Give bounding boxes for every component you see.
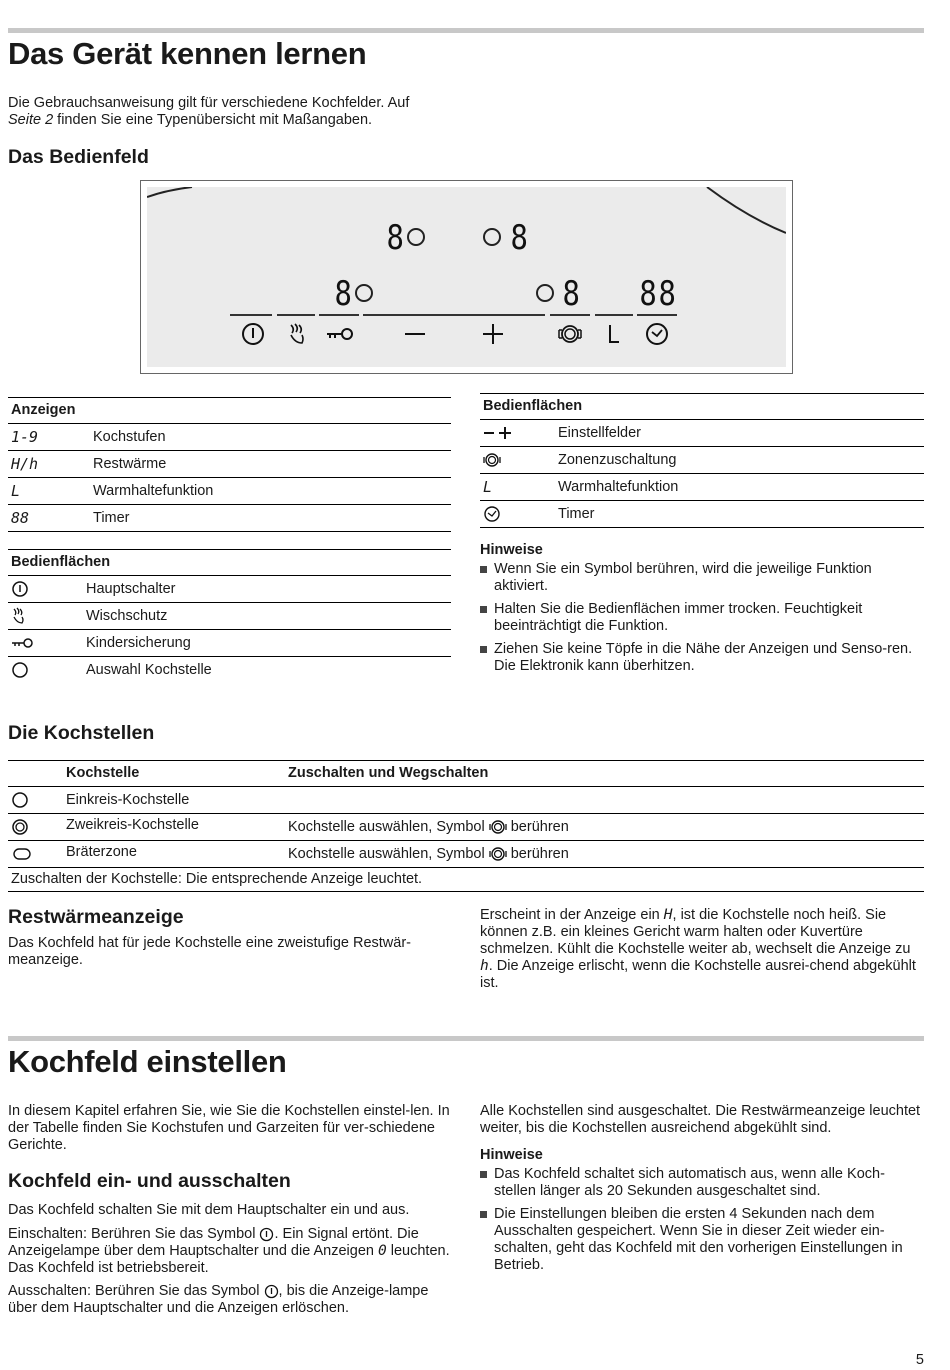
table-row [8,814,924,841]
panel-line [550,314,590,316]
restwaerme-text-3: . Die Anzeige erlischt, wenn die Kochstelle ausrei-chend abgekühlt ist. [480,958,916,991]
table-row [480,501,924,528]
table-row [480,474,924,501]
kochstellen-header [8,760,924,787]
panel-line [363,314,545,316]
restwaerme-text-2: , ist die Kochstelle noch heiß. Sie können z.B. ein kleines Gericht warm halten oder Kuvertüre schmelzen. Kühlt die Kochstelle weiter ab, wechselt die Anzeige zu [480,907,911,957]
table-row [8,505,451,532]
zone-icon[interactable] [557,321,583,347]
hint-item [480,561,924,595]
bullet-icon [480,646,487,653]
bullet-icon [480,606,487,613]
key-icon[interactable] [325,325,355,343]
action-pre: Kochstelle auswählen, Symbol [288,846,485,862]
panel-line [277,314,315,316]
kochstelle-action [288,841,569,867]
display-digit-front-left: 8 [334,274,352,314]
anzeigen-table [8,397,451,532]
keep-warm-icon[interactable] [605,321,623,347]
display-timer: 88 [639,274,678,314]
plus-icon[interactable] [480,321,506,347]
table-row [8,478,451,505]
hints-title: Hinweise [480,542,543,558]
hints-block-2 [480,1147,924,1274]
bedienflaechen-right-table [480,393,924,528]
zone-icon [489,818,507,836]
intro-part2: finden Sie eine Typenübersicht mit Maßangaben. [53,112,373,128]
col-zuschalten: Zuschalten und Wegschalten [288,765,489,781]
wipe-protection-icon[interactable] [286,321,308,347]
kochstelle-name: Einkreis-Kochstelle [66,792,190,808]
row-label: Warmhaltefunktion [93,483,214,499]
single-circle-icon [11,787,29,813]
kochstellen-table [8,760,924,892]
section-rule [8,28,924,33]
ein-aus-heading: Kochfeld ein- und ausschalten [8,1170,291,1192]
section-rule [8,1036,924,1041]
table-row [480,447,924,474]
display-digit-rear-left: 8 [386,218,404,258]
circle-icon [11,657,29,683]
timer-display-icon: 88 [11,509,30,527]
power-icon [264,1284,279,1299]
zero-display-icon: 0 [378,1243,387,1259]
hint-text: Halten Sie die Bedienflächen immer trocken. Feuchtigkeit beeinträchtigt die Funktion. [494,601,863,634]
row-label: Warmhaltefunktion [558,479,679,495]
keep-warm-icon: L [483,478,493,496]
power-icon [11,576,29,602]
page-title: Das Gerät kennen lernen [8,36,367,71]
restwaerme-left-text: Das Kochfeld hat für jede Kochstelle eine zweistufige Restwär-meanzeige. [8,935,411,968]
p3-pre: Ausschalten: Berühren Sie das Symbol [8,1283,260,1299]
select-zone-front-right[interactable] [536,284,554,302]
residual-heat-H-icon: H [663,907,673,923]
restwaerme-text-1: Erscheint in der Anzeige ein [480,907,660,923]
kochstellen-heading: Die Kochstellen [8,722,155,744]
residual-heat-h-icon: h [480,958,489,974]
minus-icon[interactable] [402,325,428,343]
display-digit-rear-right: 8 [510,218,528,258]
power-icon [259,1227,274,1242]
restwaerme-right-text [480,907,924,992]
ein-aus-p2 [8,1226,458,1277]
table-row [8,787,924,814]
action-pre: Kochstelle auswählen, Symbol [288,819,485,835]
table-row [8,576,451,603]
table-row [8,603,451,630]
display-digit-front-right: 8 [562,274,580,314]
panel-line [637,314,677,316]
zone-icon [483,447,501,473]
row-label: Timer [558,506,595,522]
restwaerme-heading: Restwärmeanzeige [8,906,184,928]
section2-title: Kochfeld einstellen [8,1044,287,1079]
row-label: Timer [93,510,130,526]
table-row [8,424,451,451]
hint-item [480,601,924,635]
keep-warm-display-icon: L [11,482,21,500]
select-zone-rear-right[interactable] [483,228,501,246]
bedienflaechen-left-table [8,549,451,683]
row-label: Zonenzuschaltung [558,452,677,468]
bedienfeld-heading: Das Bedienfeld [8,146,149,168]
row-label: Kindersicherung [86,635,191,651]
table-row [8,451,451,478]
section2-intro: In diesem Kapitel erfahren Sie, wie Sie die Kochstellen einstel-len. In der Tabelle finden Sie Kochstufen und Garzeiten für ver-schiedene Gerichte. [8,1103,450,1153]
residual-heat-icon: H/h [11,455,39,473]
hints-block [480,542,924,675]
row-label: Hauptschalter [86,581,176,597]
panel-line [595,314,633,316]
page-number: 5 [915,1352,924,1368]
section2-right-text: Alle Kochstellen sind ausgeschaltet. Die Restwärmeanzeige leuchtet weiter, bis die Kochstellen ausreichend abgekühlt sind. [480,1103,921,1136]
key-icon [11,630,35,656]
action-post: berühren [510,846,569,862]
p2-pre: Einschalten: Berühren Sie das Symbol [8,1226,256,1242]
col-kochstelle: Kochstelle [66,765,140,781]
action-post: berühren [510,819,569,835]
wipe-protection-icon [11,603,27,629]
table-row [8,841,924,868]
power-icon[interactable] [240,321,266,347]
intro-link[interactable]: Seite 2 [8,112,54,128]
row-label: Restwärme [93,456,167,472]
row-label: Kochstufen [93,429,166,445]
zone-icon [489,845,507,863]
bullet-icon [480,1211,487,1218]
bullet-icon [480,566,487,573]
table-footer-row [8,868,924,892]
p2-mid: . Ein Signal ertönt. Die Anzeigelampe über dem Hauptschalter und die Anzeigen [8,1226,419,1259]
table-footer: Zuschalten der Kochstelle: Die entsprechende Anzeige leuchtet. [11,871,423,887]
row-label: Auswahl Kochstelle [86,662,212,678]
row-label: Einstellfelder [558,425,642,441]
hint-text: Ziehen Sie keine Töpfe in die Nähe der Anzeigen und Senso-ren. Die Elektronik kann überhitzen. [494,641,913,674]
roaster-zone-icon [11,841,33,867]
kochstelle-action [288,814,569,840]
control-panel-illustration [140,180,793,374]
double-circle-icon [11,814,29,840]
hint-item [480,1206,924,1274]
ein-aus-p3 [8,1283,458,1317]
ein-aus-p1: Das Kochfeld schalten Sie mit dem Hauptschalter ein und aus. [8,1202,410,1218]
control-panel-surface [147,187,786,367]
panel-line [319,314,359,316]
p2-post: leuchten. Das Kochfeld ist betriebsbereit. [8,1243,450,1276]
hint-text: Wenn Sie ein Symbol berühren, wird die jeweilige Funktion aktiviert. [494,561,872,594]
hint-item [480,1166,924,1200]
panel-line [230,314,272,316]
hint-text: Das Kochfeld schaltet sich automatisch aus, wenn alle Koch-stellen länger als 20 Sekunden ausgeschaltet sind. [494,1166,885,1199]
intro-part1: Die Gebrauchsanweisung gilt für verschiedene Kochfelder. Auf [8,95,410,111]
cooking-levels-icon: 1-9 [11,428,39,446]
hint-text: Die Einstellungen bleiben die ersten 4 Sekunden nach dem Ausschalten gespeichert. Wenn Sie in dieser Zeit wieder ein-schalten, geht das Kochfeld mit den vorherigen Einstellungen in Betrieb. [494,1206,903,1273]
minus-plus-icon [483,420,513,446]
table-row [480,420,924,447]
p3-post: , bis die Anzeige-lampe über dem Hauptschalter und die Anzeigen erlöschen. [8,1283,429,1316]
bullet-icon [480,1171,487,1178]
kochstelle-name: Zweikreis-Kochstelle [66,817,199,833]
clock-icon [483,501,501,527]
hints-title: Hinweise [480,1147,543,1163]
anzeigen-header: Anzeigen [8,397,451,424]
intro-text [8,95,458,129]
kochstelle-name: Bräterzone [66,844,137,860]
hint-item [480,641,924,675]
clock-icon[interactable] [644,321,670,347]
bedienflaechen-header: Bedienflächen [8,549,451,576]
table-row [8,657,451,683]
select-zone-front-left[interactable] [355,284,373,302]
select-zone-rear-left[interactable] [407,228,425,246]
table-row [8,630,451,657]
bedienflaechen-header: Bedienflächen [480,393,924,420]
row-label: Wischschutz [86,608,168,624]
